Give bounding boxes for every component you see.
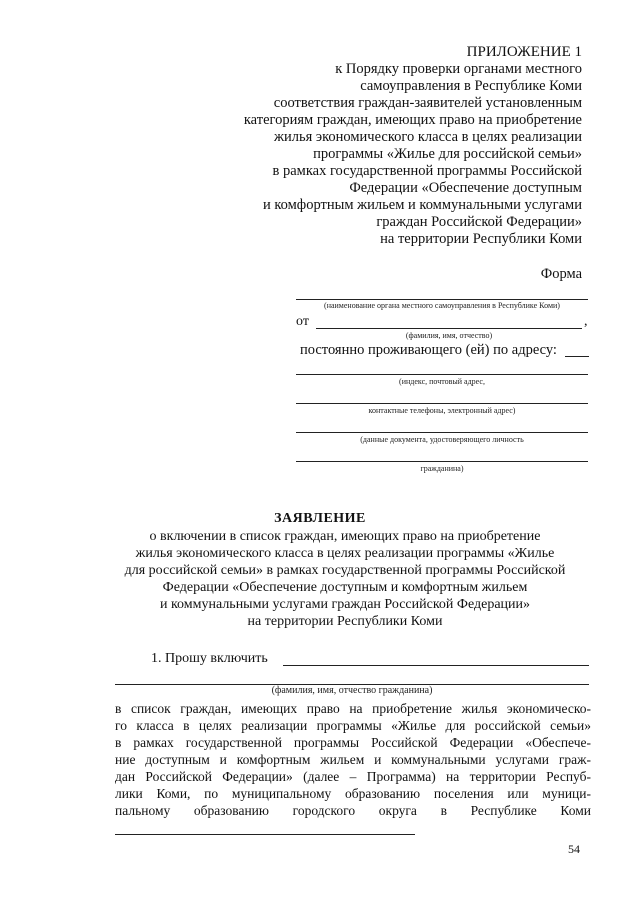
item1-caption: (фамилия, имя, отчество гражданина): [271, 685, 433, 696]
body-line: в список граждан, имеющих право на приобретение жилья экономическо-: [115, 701, 591, 716]
subtitle-line: о включении в список граждан, имеющих право на приобретение: [149, 529, 541, 544]
page-number: 54: [568, 842, 580, 856]
organ-name-line[interactable]: [296, 299, 588, 300]
document-line[interactable]: [296, 432, 588, 433]
body-line: пальному образованию городского округа в Республике Коми: [115, 803, 591, 818]
statement-title: ЗАЯВЛЕНИЕ: [274, 511, 366, 526]
applicant-name-line[interactable]: [316, 328, 582, 329]
body-line: го класса в целях реализации программы «Жилье для российской семьи»: [115, 718, 591, 733]
subtitle-line: и коммунальными услугами граждан Российской Федерации»: [159, 597, 531, 612]
appendix-line: самоуправления в Республике Коми: [360, 78, 582, 94]
subtitle-line: Федерации «Обеспечение доступным и комфортным жильем: [162, 580, 528, 595]
body-line: лики Коми, по муниципальному образованию поселения или муници-: [115, 786, 591, 801]
contacts-caption: контактные телефоны, электронный адрес): [368, 406, 516, 415]
subtitle-line: на территории Республики Коми: [247, 614, 443, 629]
item1-name-line[interactable]: [283, 665, 589, 666]
appendix-line: категориям граждан, имеющих право на приобретение: [243, 112, 582, 128]
address-line[interactable]: [296, 374, 588, 375]
appendix-line: и комфортным жильем и коммунальными услугами: [262, 197, 582, 213]
subtitle-line: жилья экономического класса в целях реализации программы «Жилье: [135, 546, 555, 561]
appendix-title: ПРИЛОЖЕНИЕ 1: [466, 44, 582, 60]
statement-subtitle: [100, 528, 590, 630]
body-line: ние доступным и комфортным жильем и коммунальными услугами граж-: [115, 752, 591, 767]
statement-body: [115, 700, 591, 819]
address-caption: (индекс, почтовый адрес,: [399, 377, 485, 386]
appendix-line: жилья экономического класса в целях реализации: [273, 129, 582, 145]
document-caption: (данные документа, удостоверяющего личность: [360, 435, 524, 444]
item1-label: 1. Прошу включить: [151, 651, 268, 666]
appendix-line: граждан Российской Федерации»: [376, 214, 582, 230]
appendix-line: в рамках государственной программы Российской: [272, 163, 582, 179]
appendix-line: соответствия граждан-заявителей установленным: [273, 95, 582, 111]
municipality-line[interactable]: [115, 834, 415, 835]
applicant-name-caption: (фамилия, имя, отчество): [405, 331, 493, 340]
organ-name-caption: (наименование органа местного самоуправления в Республике Коми): [324, 301, 560, 310]
appendix-line: к Порядку проверки органами местного: [335, 61, 582, 77]
contacts-line[interactable]: [296, 403, 588, 404]
appendix-header: [244, 44, 582, 248]
from-label: от: [296, 314, 309, 329]
appendix-line: на территории Республики Коми: [380, 231, 582, 247]
address-line-inline[interactable]: [565, 356, 589, 357]
subtitle-line: для российской семьи» в рамках государственной программы Российской: [124, 563, 566, 578]
appendix-line: Федерации «Обеспечение доступным: [349, 180, 582, 196]
residing-label: постоянно проживающего (ей) по адресу:: [300, 342, 557, 358]
appendix-line: программы «Жилье для российской семьи»: [313, 146, 582, 162]
citizen-line[interactable]: [296, 461, 588, 462]
form-label: Форма: [540, 266, 582, 282]
body-line: в рамках государственной программы Российской Федерации «Обеспече-: [115, 735, 591, 750]
citizen-caption: гражданина): [420, 464, 464, 473]
body-line: дан Российской Федерации» (далее – Программа) на территории Респуб-: [115, 769, 591, 784]
from-comma: ,: [584, 314, 588, 329]
